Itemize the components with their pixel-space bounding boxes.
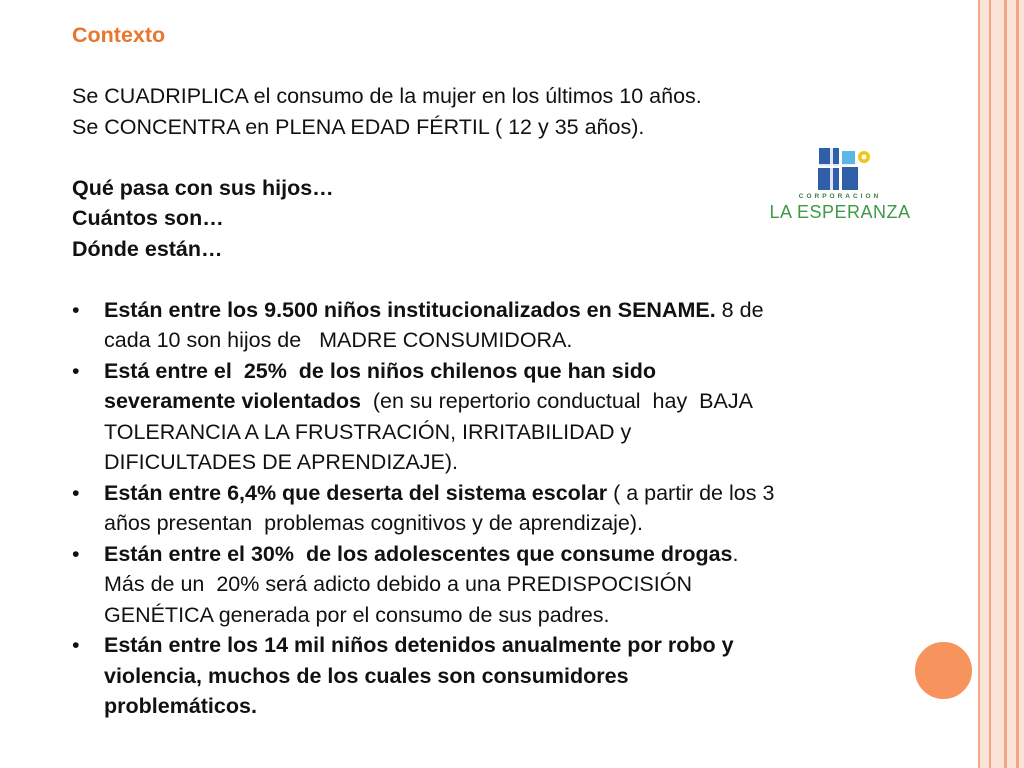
intro-line: Se CONCENTRA en PLENA EDAD FÉRTIL ( 12 y 35 años). bbox=[72, 114, 645, 139]
bullet-mark: • bbox=[72, 633, 80, 657]
bullet-line bbox=[104, 569, 902, 600]
bullet-text-bold: Están entre los 9.500 niños institucionalizados en SENAME. bbox=[104, 297, 716, 322]
bullet-item bbox=[72, 539, 902, 631]
bullet-text-bold: Están entre los 14 mil niños detenidos anualmente por robo y bbox=[104, 633, 734, 657]
bullet-line bbox=[104, 356, 902, 387]
logo-la-esperanza bbox=[760, 145, 920, 225]
decorative-stripe bbox=[978, 0, 980, 768]
bullet-line bbox=[104, 447, 902, 478]
bullet-text: GENÉTICA generada por el consumo de sus padres. bbox=[104, 602, 610, 627]
bullet-line bbox=[104, 295, 902, 326]
logo-mark-icon bbox=[760, 145, 920, 195]
bullet-item bbox=[72, 295, 902, 356]
bullet-text-bold: Están entre el 30% de los adolescentes que consume drogas bbox=[104, 541, 733, 566]
logo-subtitle: CORPORACION bbox=[798, 193, 882, 200]
bullet-item bbox=[72, 478, 902, 539]
bullet-list bbox=[72, 295, 902, 722]
bullet-line bbox=[104, 508, 902, 539]
spacer bbox=[72, 51, 902, 82]
bullet-line bbox=[104, 630, 902, 661]
question-line: Cuántos son… bbox=[72, 206, 224, 230]
bullet-line bbox=[104, 417, 902, 448]
bullet-line bbox=[104, 661, 902, 692]
bullet-line bbox=[104, 539, 902, 570]
slide-heading: Contexto bbox=[72, 23, 166, 47]
bullet-line bbox=[104, 386, 902, 417]
decorative-stripe bbox=[989, 0, 991, 768]
bullet-text-bold: violencia, muchos de los cuales son consumidores bbox=[104, 663, 629, 688]
bullet-text: 8 de bbox=[715, 297, 764, 322]
bullet-text-bold: Están entre 6,4% que deserta del sistema escolar bbox=[104, 480, 608, 505]
bullet-item bbox=[72, 356, 902, 478]
bullet-text: (en su repertorio conductual hay BAJA bbox=[360, 389, 753, 413]
question-line: Dónde están… bbox=[72, 236, 223, 261]
decorative-circle bbox=[912, 639, 975, 702]
bullet-item bbox=[72, 630, 902, 722]
bullet-line bbox=[104, 325, 902, 356]
question-line: Qué pasa con sus hijos… bbox=[72, 175, 334, 200]
bullet-text: años presentan problemas cognitivos y de aprendizaje). bbox=[104, 511, 644, 535]
bullet-text: . bbox=[732, 541, 739, 566]
spacer bbox=[72, 264, 902, 295]
bullet-mark: • bbox=[72, 358, 80, 383]
decorative-stripe bbox=[1016, 0, 1019, 768]
bullet-text: DIFICULTADES DE APRENDIZAJE). bbox=[104, 450, 459, 474]
decorative-stripe bbox=[1004, 0, 1007, 768]
bullet-mark: • bbox=[72, 541, 80, 566]
bullet-text: cada 10 son hijos de MADRE CONSUMIDORA. bbox=[104, 328, 573, 352]
bullet-text: ( a partir de los 3 bbox=[607, 480, 775, 505]
slide-content bbox=[72, 20, 902, 722]
bullet-text: Más de un 20% será adicto debido a una PREDISPOCISIÓN bbox=[104, 572, 692, 596]
bullet-text-bold: severamente violentados bbox=[104, 389, 361, 413]
intro-line: Se CUADRIPLICA el consumo de la mujer en los últimos 10 años. bbox=[72, 84, 702, 108]
bullet-line bbox=[104, 478, 902, 509]
bullet-text-bold: Está entre el 25% de los niños chilenos que han sido bbox=[104, 358, 656, 383]
bullet-text-bold: problemáticos. bbox=[104, 694, 257, 718]
bullet-line bbox=[104, 691, 902, 722]
bullet-mark: • bbox=[72, 480, 80, 505]
logo-name: LA ESPERANZA bbox=[769, 202, 911, 222]
bullet-mark: • bbox=[72, 297, 80, 322]
bullet-text: TOLERANCIA A LA FRUSTRACIÓN, IRRITABILIDAD y bbox=[104, 419, 632, 444]
bullet-line bbox=[104, 600, 902, 631]
